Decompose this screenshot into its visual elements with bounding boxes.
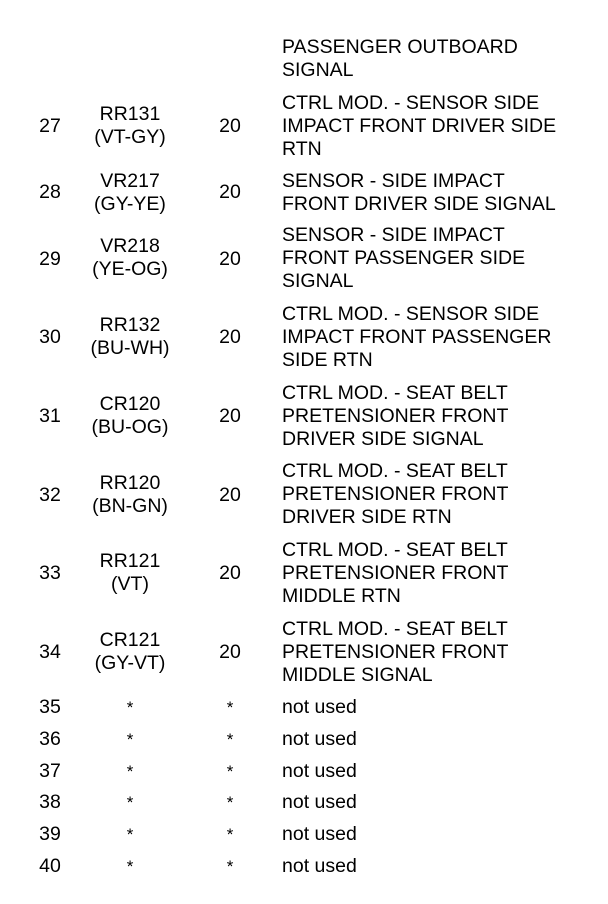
wire-gauge: 20 [219,181,241,203]
circuit-description: CTRL MOD. - SENSOR SIDE IMPACT FRONT PASSENGER SIDE RTN [282,303,552,371]
pin-number: 35 [39,696,61,718]
pin-number: 27 [39,115,61,137]
circuit-description: not used [282,791,357,813]
wire-gauge: * [226,857,234,876]
wire-gauge: 20 [219,115,241,137]
circuit-description: CTRL MOD. - SEAT BELT PRETENSIONER FRONT MIDDLE RTN [282,539,509,607]
circuit-description: CTRL MOD. - SENSOR SIDE IMPACT FRONT DRIVER SIDE RTN [282,92,557,160]
wire-gauge: 20 [219,405,241,427]
pin-number: 31 [39,405,61,427]
circuit-description: SENSOR - SIDE IMPACT FRONT PASSENGER SIDE SIGNAL [282,224,526,292]
wire-gauge: * [226,698,234,717]
wire-gauge: * [226,730,234,749]
wire-code: * [126,857,134,876]
circuit-description: not used [282,760,357,782]
wire-gauge: 20 [219,326,241,348]
wire-code: * [126,762,134,781]
wire-gauge: 20 [219,248,241,270]
wire-code: RR132 (BU-WH) [90,314,170,359]
wire-code: * [126,698,134,717]
wire-gauge: * [226,793,234,812]
pin-number: 28 [39,181,61,203]
continuation-description: PASSENGER OUTBOARD SIGNAL [282,36,518,81]
circuit-description: not used [282,728,357,750]
circuit-description: not used [282,823,357,845]
wire-code: RR120 (BN-GN) [92,472,168,517]
wire-gauge: 20 [219,484,241,506]
pin-number: 34 [39,641,61,663]
wire-gauge: * [226,825,234,844]
circuit-description: not used [282,696,357,718]
wire-code: CR120 (BU-OG) [91,393,169,438]
wire-code: CR121 (GY-VT) [94,629,166,674]
circuit-description: CTRL MOD. - SEAT BELT PRETENSIONER FRONT DRIVER SIDE RTN [282,460,509,528]
wire-gauge: 20 [219,641,241,663]
pin-number: 32 [39,484,61,506]
wire-gauge: 20 [219,562,241,584]
circuit-description: SENSOR - SIDE IMPACT FRONT DRIVER SIDE SIGNAL [282,170,556,215]
pin-number: 30 [39,326,61,348]
circuit-description: CTRL MOD. - SEAT BELT PRETENSIONER FRONT DRIVER SIDE SIGNAL [282,382,509,450]
pin-number: 40 [39,855,61,877]
circuit-description: CTRL MOD. - SEAT BELT PRETENSIONER FRONT MIDDLE SIGNAL [282,618,509,686]
wire-code: RR121 (VT) [99,550,161,595]
wire-code: VR218 (YE-OG) [92,235,168,280]
wire-code: * [126,825,134,844]
pin-number: 39 [39,823,61,845]
wire-code: * [126,793,134,812]
circuit-description: not used [282,855,357,877]
wire-code: * [126,730,134,749]
wire-code: RR131 (VT-GY) [94,103,166,148]
wire-gauge: * [226,762,234,781]
pin-number: 38 [39,791,61,813]
pin-number: 36 [39,728,61,750]
pin-number: 29 [39,248,61,270]
pin-number: 37 [39,760,61,782]
wire-code: VR217 (GY-YE) [94,170,166,215]
pin-number: 33 [39,562,61,584]
